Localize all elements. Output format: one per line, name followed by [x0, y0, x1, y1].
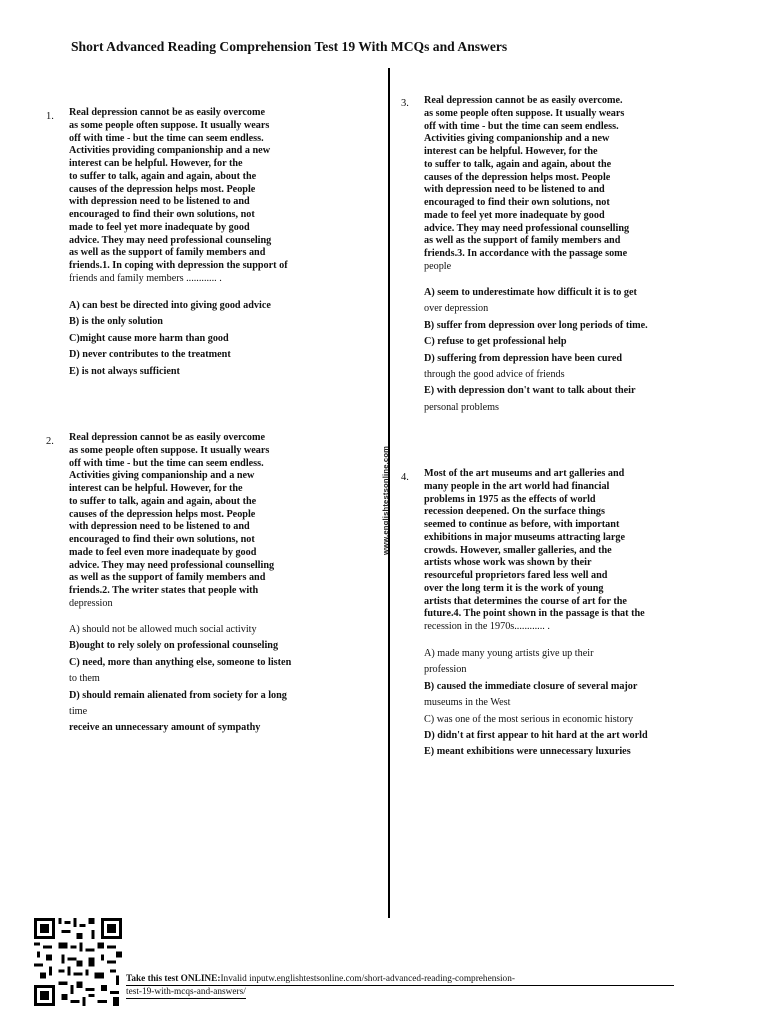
passage-line: off with time - but the time can seem endless.	[69, 457, 264, 469]
passage-line: exhibitions in major museums attracting large	[424, 531, 626, 543]
question-number: 1.	[46, 111, 54, 122]
passage-line: as some people often suppose. It usually wears	[69, 119, 270, 131]
option-c[interactable]: C) refuse to get professional help	[424, 336, 567, 348]
option-d-continued: through the good advice of friends	[424, 369, 565, 381]
option-d[interactable]: D) suffering from depression have been cured	[424, 352, 623, 364]
passage-line: with depression need to be listened to and	[69, 196, 250, 208]
footer-line	[126, 973, 674, 986]
option-c[interactable]: C) was one of the most serious in economic history	[424, 713, 634, 725]
question-4-options	[424, 646, 648, 761]
passage-line: as well as the support of family members and	[69, 572, 266, 584]
passage-line: artists whose work was shown by their	[424, 557, 592, 569]
qr-code-icon[interactable]	[33, 918, 123, 1006]
passage-line: encouraged to find their own solutions, not	[69, 209, 255, 220]
passage-line: friends.1. In coping with depression the support of	[69, 260, 288, 271]
passage-line: to suffer to talk, again and again, about the	[69, 170, 257, 182]
option-c-continued: to them	[69, 673, 100, 685]
option-a[interactable]: A) should not be allowed much social activity	[69, 624, 257, 635]
option-a[interactable]: A) seem to underestimate how difficult it is to get	[424, 287, 637, 298]
question-2-options	[69, 622, 291, 737]
question-3-options	[424, 285, 648, 416]
option-d[interactable]: D) never contributes to the treatment	[69, 349, 231, 361]
passage-line: resourceful proprietors fared less well and	[424, 570, 608, 581]
passage-line: many people in the art world had financial	[424, 480, 610, 492]
option-b[interactable]: B)ought to rely solely on professional counseling	[69, 640, 279, 652]
option-e[interactable]: receive an unnecessary amount of sympathy	[69, 722, 261, 734]
question-4-passage	[424, 468, 645, 634]
passage-line: as well as the support of family members and	[424, 235, 621, 247]
passage-line: interest can be helpful. However, for the	[424, 146, 598, 157]
passage-line: made to feel yet more inadequate by good	[69, 221, 250, 233]
question-3-passage	[424, 95, 629, 274]
option-d[interactable]: D) didn't at first appear to hit hard at the art world	[424, 730, 648, 742]
option-e-continued: personal problems	[424, 401, 499, 413]
passage-line: Real depression cannot be as easily overcome.	[424, 95, 623, 106]
footer-link-continued[interactable]: test-19-with-mcqs-and-answers/	[126, 987, 246, 997]
passage-line: with depression need to be listened to and	[69, 521, 250, 533]
option-a-continued: over depression	[424, 303, 489, 315]
passage-line: Activities providing companionship and a new	[69, 145, 271, 157]
passage-line: as some people often suppose. It usually wears	[69, 444, 270, 456]
question-number: 4.	[401, 472, 409, 483]
passage-line: friends.2. The writer states that people with	[69, 585, 259, 596]
passage-line: made to feel yet more inadequate by good	[424, 209, 605, 221]
question-1-passage	[69, 107, 288, 286]
footer-link[interactable]: Invalid inputw.englishtestsonline.com/short-advanced-reading-comprehension-	[220, 974, 515, 984]
passage-line: off with time - but the time can seem endless.	[69, 132, 264, 144]
passage-line: interest can be helpful. However, for the	[69, 483, 243, 494]
page-title: Short Advanced Reading Comprehension Test 19 With MCQs and Answers	[71, 39, 508, 54]
passage-line: to suffer to talk, again and again, about the	[69, 495, 257, 507]
passage-line: advice. They may need professional counselling	[424, 222, 630, 234]
option-a-continued: profession	[424, 664, 467, 676]
passage-line: advice. They may need professional counselling	[69, 559, 275, 571]
option-d[interactable]: D) should remain alienated from society for a long	[69, 689, 287, 701]
passage-line: as some people often suppose. It usually wears	[424, 107, 625, 119]
option-e[interactable]: E) with depression don't want to talk about their	[424, 385, 636, 397]
passage-line: made to feel even more inadequate by good	[69, 546, 257, 558]
passage-line: off with time - but the time can seem endless.	[424, 120, 619, 132]
passage-line: seemed to continue as before, with important	[424, 519, 620, 530]
option-c[interactable]: C)might cause more harm than good	[69, 332, 229, 344]
passage-line: Real depression cannot be as easily overcome	[69, 107, 265, 118]
option-b[interactable]: B) caused the immediate closure of several major	[424, 680, 638, 692]
question-2-passage	[69, 432, 274, 611]
question-number: 2.	[46, 436, 54, 447]
passage-line: friends.3. In accordance with the passage some	[424, 248, 628, 259]
option-a[interactable]: A) can best be directed into giving good advice	[69, 300, 271, 311]
passage-line: as well as the support of family members and	[69, 247, 266, 259]
question-prompt: recession in the 1970s............ .	[424, 621, 550, 632]
question-prompt: people	[424, 260, 452, 272]
passage-line: encouraged to find their own solutions, not	[424, 197, 610, 208]
passage-line: causes of the depression helps most. People	[424, 171, 611, 183]
passage-line: Most of the art museums and art galleries and	[424, 468, 625, 479]
question-number: 3.	[401, 98, 409, 109]
passage-line: interest can be helpful. However, for the	[69, 158, 243, 169]
passage-line: advice. They may need professional counseling	[69, 234, 272, 246]
passage-line: with depression need to be listened to and	[424, 184, 605, 196]
option-d-continued: time	[69, 706, 88, 718]
question-1-options	[69, 298, 271, 380]
site-watermark: www.englishtestsonline.com	[381, 445, 390, 555]
option-a[interactable]: A) made many young artists give up their	[424, 648, 594, 659]
passage-line: future.4. The point shown in the passage is that the	[424, 608, 645, 620]
passage-line: causes of the depression helps most. People	[69, 183, 256, 195]
footer	[126, 973, 674, 999]
passage-line: causes of the depression helps most. People	[69, 508, 256, 520]
option-c[interactable]: C) need, more than anything else, someone to listen	[69, 656, 292, 668]
option-b[interactable]: B) is the only solution	[69, 316, 163, 328]
option-b-continued: museums in the West	[424, 697, 511, 709]
passage-line: problems in 1975 as the effects of world	[424, 493, 596, 505]
option-e[interactable]: E) meant exhibitions were unnecessary luxuries	[424, 746, 631, 758]
passage-line: encouraged to find their own solutions, not	[69, 534, 255, 545]
option-e[interactable]: E) is not always sufficient	[69, 365, 180, 377]
passage-line: Real depression cannot be as easily overcome	[69, 432, 265, 443]
question-prompt: friends and family members ............ .	[69, 272, 222, 284]
passage-line: artists that determines the course of art for the	[424, 595, 627, 607]
footer-label: Take this test ONLINE:	[126, 974, 221, 984]
passage-line: Activities giving companionship and a new	[69, 470, 255, 482]
passage-line: Activities giving companionship and a new	[424, 133, 610, 145]
option-b[interactable]: B) suffer from depression over long periods of time.	[424, 319, 648, 331]
passage-line: over the long term it is the work of young	[424, 582, 604, 594]
passage-line: recession deepened. On the surface things	[424, 506, 605, 518]
passage-line: to suffer to talk, again and again, about the	[424, 158, 612, 170]
question-prompt: depression	[69, 597, 113, 609]
passage-line: crowds. However, smaller galleries, and the	[424, 544, 612, 556]
